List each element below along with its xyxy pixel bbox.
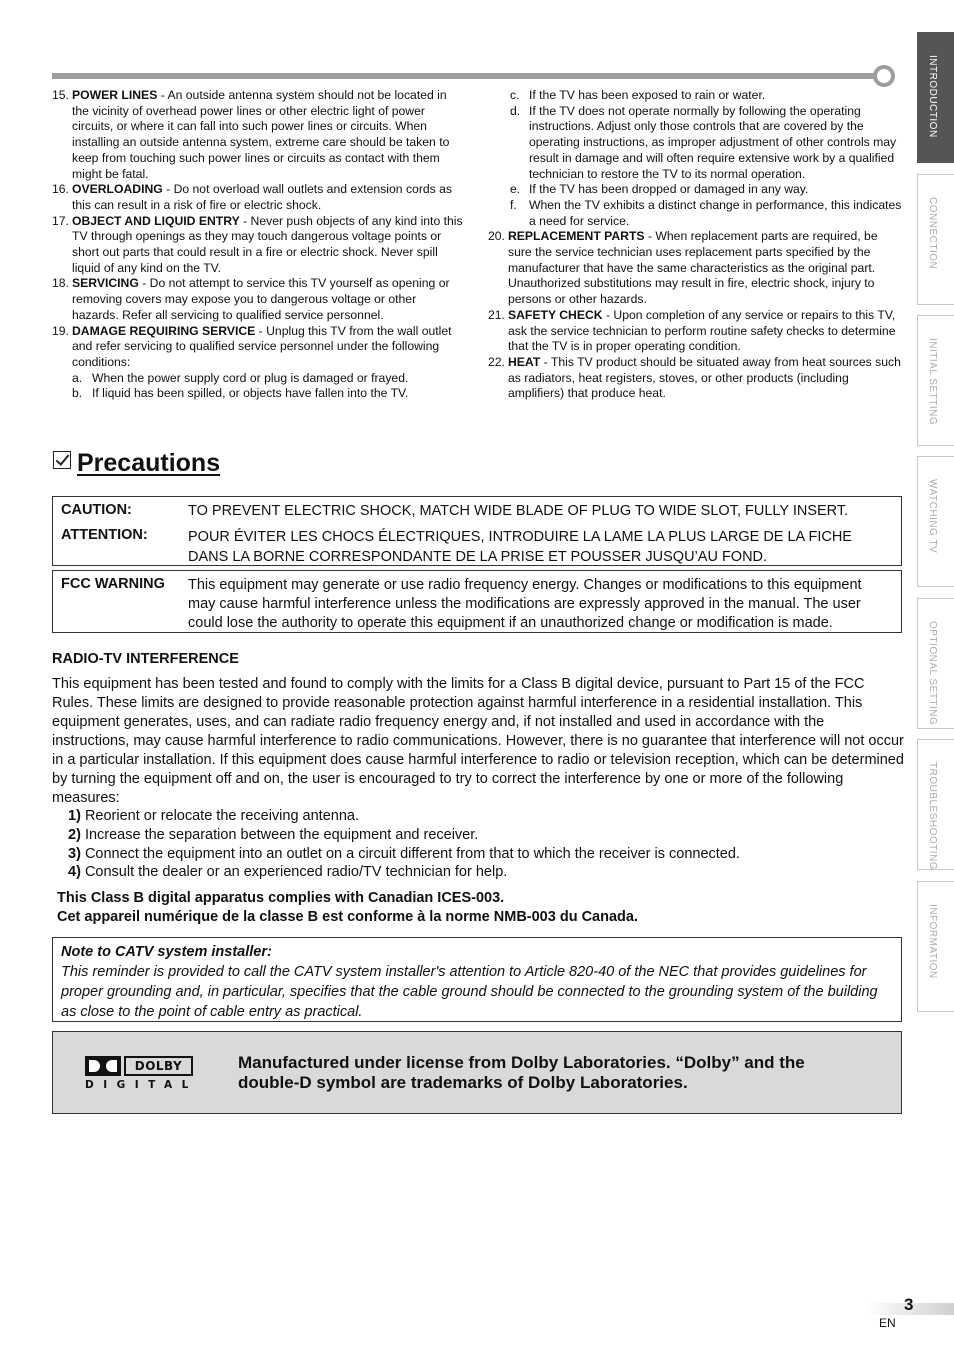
- catv-text: This reminder is provided to call the CATV system installer's attention to Article 820-40 of the NEC that provides guidelines for proper grounding and, in particular, specifies that the cable ground should be connected to the grounding system of the building as close to the point of cable entry as practical.: [61, 964, 878, 1020]
- safety-item-21: 21. SAFETY CHECK - Upon completion of any service or repairs to this TV, ask the service technician to perform routine safety checks to determine that the TV is in proper operating condition.: [488, 307, 896, 354]
- attention-text: POUR ÉVITER LES CHOCS ÉLECTRIQUES, INTRODUIRE LA LAME LA PLUS LARGE DE LA FICHE DANS LA BORNE CORRESPONDANTE DE LA PRISE ET POUSSER JUSQU’AU FOND.: [188, 529, 852, 565]
- tab-troubleshooting[interactable]: TROUBLESHOOTING: [917, 739, 954, 870]
- dolby-box: [52, 1031, 902, 1114]
- precautions-heading: [53, 449, 220, 478]
- caution-label: CAUTION:: [61, 502, 132, 518]
- caution-text: TO PREVENT ELECTRIC SHOCK, MATCH WIDE BLADE OF PLUG TO WIDE SLOT, FULLY INSERT.: [188, 503, 849, 519]
- safety-item-19: 19. DAMAGE REQUIRING SERVICE - Unplug this TV from the wall outlet and refer servicing to qualified service personnel under the following conditions:: [52, 323, 452, 369]
- header-rule-circle: [873, 65, 895, 87]
- checkbox-icon: [53, 451, 71, 469]
- page-number: 3: [904, 1295, 914, 1314]
- dolby-license-text: Manufactured under license from Dolby Laboratories. “Dolby” and the double-D symbol are trademarks of Dolby Laboratories.: [238, 1053, 805, 1092]
- fcc-warning-box: [52, 570, 902, 633]
- fcc-text: This equipment may generate or use radio frequency energy. Changes or modifications to this equipment may cause harmful interference unless the modifications are expressly approved in the manual. The user could lose the authority to operate this equipment if an unauthorized change or modification is made.: [188, 577, 862, 631]
- safety-item-16: 16. OVERLOADING - Do not overload wall outlets and extension cords as this can result in a risk of fire or electric shock.: [52, 182, 453, 212]
- safety-item-15: 15. POWER LINES - An outside antenna system should not be located in the vicinity of overhead power lines or other electric light of power circuits, or where it can fall into such power lines or circuits. When installing an outside antenna system, extreme care should be taken to keep from touching such power lines or circuits as contact with them might be fatal.: [52, 88, 450, 181]
- radio-tv-heading: RADIO-TV INTERFERENCE: [52, 651, 239, 667]
- measure-item: 2) Increase the separation between the equipment and receiver.: [68, 826, 479, 843]
- dolby-digital-wordmark: DIGITAL: [85, 1079, 198, 1091]
- safety-item-17: 17. OBJECT AND LIQUID ENTRY - Never push objects of any kind into this TV through openings as they may touch dangerous voltage points or short out parts that could result in a fire or electric shock. Never spill liquid of any kind on the TV.: [52, 213, 463, 275]
- measure-item: 3) Connect the equipment into an outlet on a circuit different from that to which the receiver is connected.: [68, 845, 740, 862]
- measure-item: 1) Reorient or relocate the receiving antenna.: [68, 808, 359, 824]
- header-rule: [52, 73, 882, 79]
- safety-column-left: [52, 88, 464, 402]
- tab-connection[interactable]: CONNECTION: [917, 174, 954, 305]
- catv-title: Note to CATV system installer:: [61, 944, 272, 960]
- measures-list: [68, 807, 740, 882]
- tab-watching-tv[interactable]: WATCHING TV: [917, 456, 954, 587]
- precautions-title: Precautions: [77, 449, 221, 477]
- safety-subitem-19a: a. When the power supply cord or plug is damaged or frayed.: [72, 370, 409, 385]
- safety-item-18: 18. SERVICING - Do not attempt to service this TV yourself as opening or removing covers may expose you to dangerous voltage or other hazards. Refer all servicing to qualified service personnel.: [52, 276, 450, 322]
- fcc-label: FCC WARNING: [61, 576, 165, 592]
- tab-information[interactable]: INFORMATION: [917, 881, 954, 1012]
- safety-subitem-19f: f. When the TV exhibits a distinct change in performance, this indicates a need for service.: [510, 197, 902, 228]
- safety-subitem-19c: c. If the TV has been exposed to rain or water.: [510, 88, 766, 102]
- caution-box: [52, 496, 902, 566]
- tab-initial-setting[interactable]: INITIAL SETTING: [917, 315, 954, 446]
- ices-french: Cet appareil numérique de la classe B est conforme à la norme NMB-003 du Canada.: [57, 909, 638, 925]
- safety-subitem-19b: b. If liquid has been spilled, or objects have fallen into the TV.: [72, 386, 409, 401]
- safety-item-20: 20. REPLACEMENT PARTS - When replacement parts are required, be sure the service technician uses replacement parts specified by the manufacturer that have the same characteristics as the original part. Unauthorized substitutions may result in fire, electric shock, injury to persons or other hazards.: [488, 229, 878, 307]
- measure-item: 4) Consult the dealer or an experienced radio/TV technician for help.: [68, 864, 508, 881]
- safety-item-22: 22. HEAT - This TV product should be situated away from heat sources such as radiators, heat registers, stoves, or other products (including amplifiers) that produce heat.: [488, 354, 901, 401]
- safety-column-right: [488, 88, 904, 402]
- tab-introduction[interactable]: INTRODUCTION: [917, 32, 954, 163]
- attention-label: ATTENTION:: [61, 527, 148, 543]
- dolby-digital-logo: [85, 1056, 197, 1091]
- safety-subitem-19d: d. If the TV does not operate normally by following the operating instructions. Adjust only those controls that are covered by the operating instructions, as improper adjustment of other controls may result in damage and will often require extensive work by a qualified technician to restore the TV to its normal operation.: [510, 103, 897, 181]
- dolby-wordmark: DOLBY: [124, 1056, 193, 1076]
- safety-subitem-19e: e. If the TV has been dropped or damaged in any way.: [510, 182, 809, 197]
- tab-optional-setting[interactable]: OPTIONAL SETTING: [917, 598, 954, 729]
- ices-compliance: [57, 889, 638, 927]
- catv-note-box: [52, 937, 902, 1022]
- radio-tv-body: This equipment has been tested and found to comply with the limits for a Class B digital device, pursuant to Part 15 of the FCC Rules. These limits are designed to provide reasonable protection against harmful interference in a residential installation. This equipment generates, uses, and can radiate radio frequency energy and, if not installed and used in accordance with the instructions, may cause harmful interference to radio communications. However, there is no guarantee that interference will not occur in a particular installation. If this equipment does cause harmful interference to radio or television reception, which can be determined by turning the equipment off and on, the user is encouraged to try to correct the interference by one or more of the following measures:: [52, 676, 904, 806]
- ices-english: This Class B digital apparatus complies with Canadian ICES-003.: [57, 890, 505, 906]
- language-code: EN: [879, 1316, 896, 1330]
- double-d-icon: [85, 1056, 121, 1076]
